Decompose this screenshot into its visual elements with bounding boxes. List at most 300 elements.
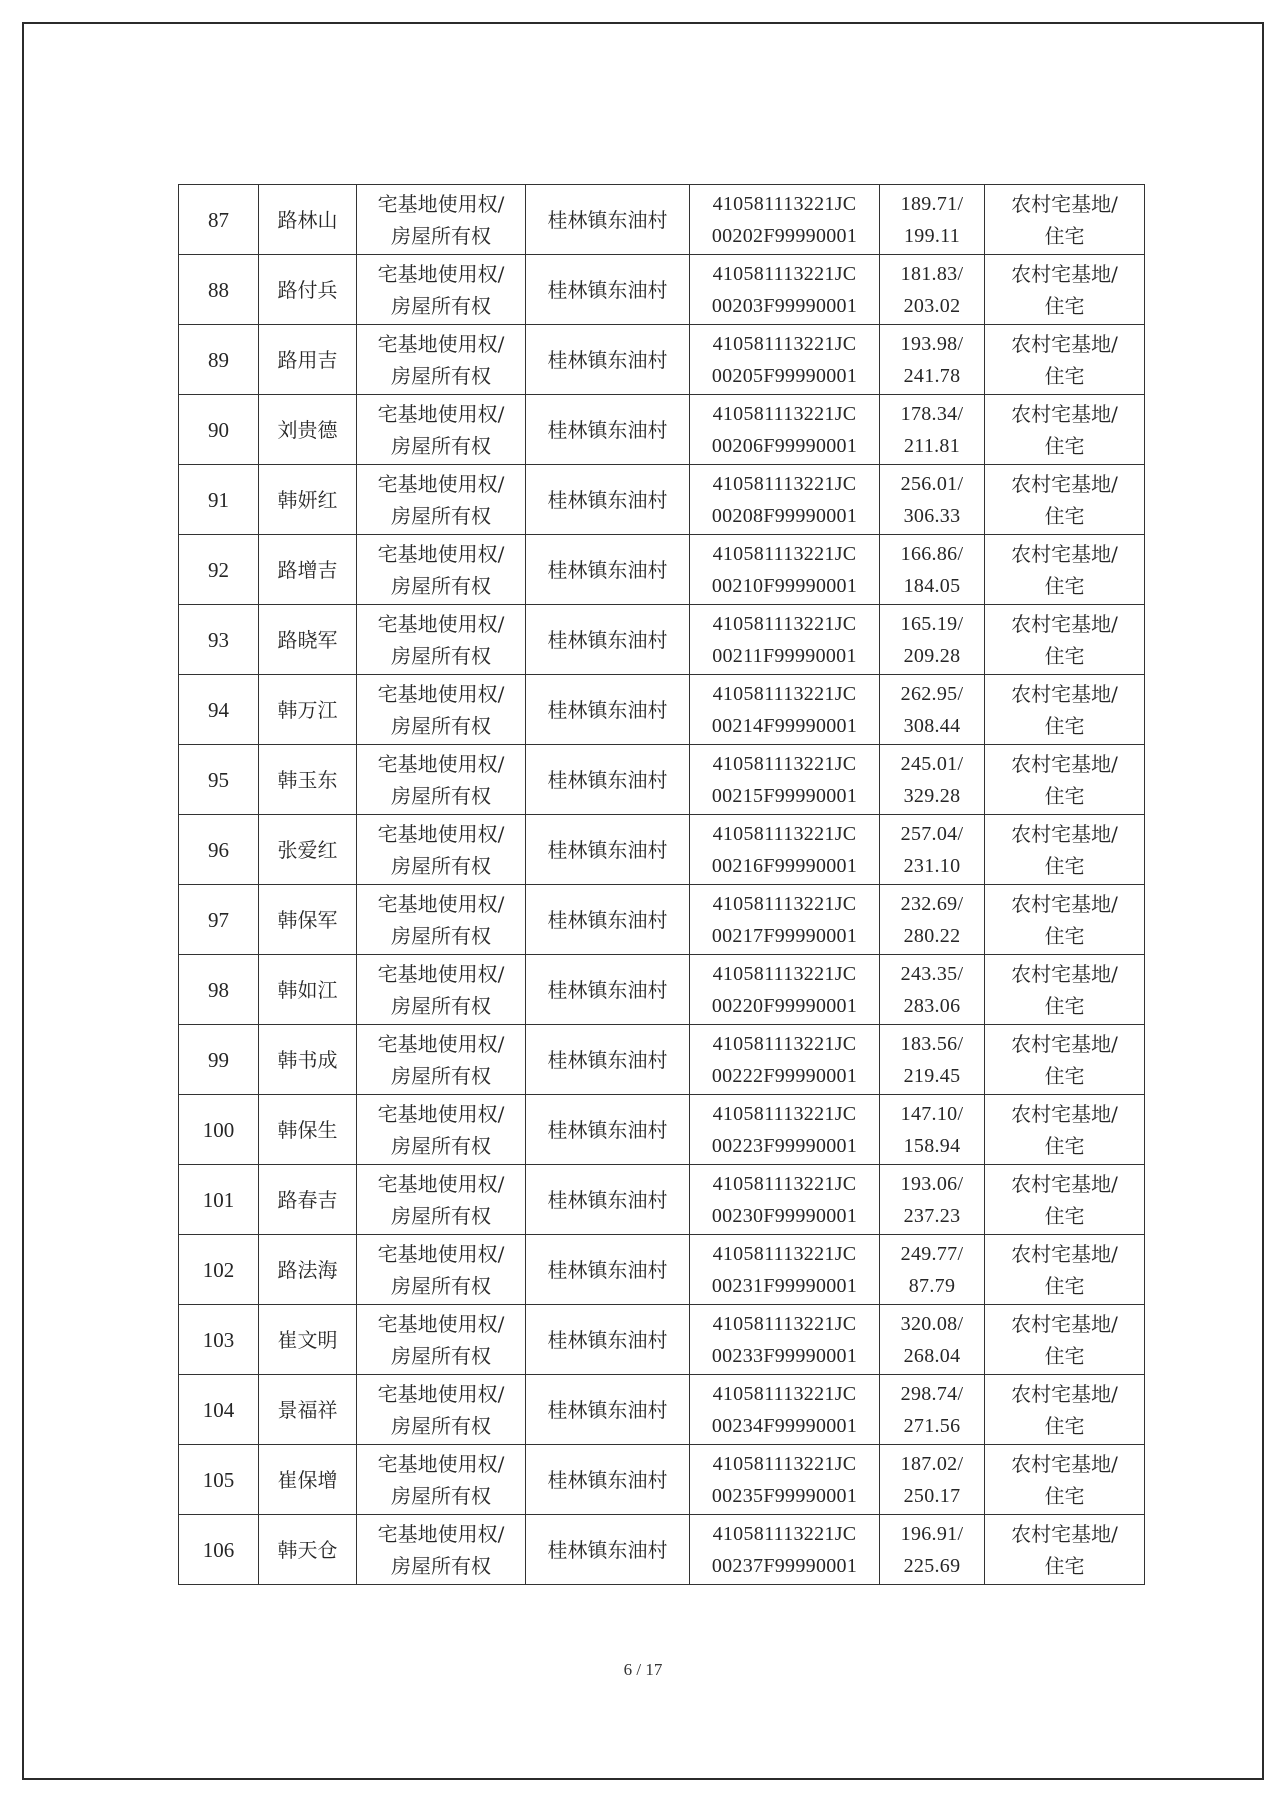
owner-name-cell: 崔保增 [259,1445,357,1515]
location-cell: 桂林镇东油村 [526,395,690,465]
area-cell-line: 237.23 [903,1204,961,1227]
table-row [179,1235,1145,1305]
row-number-cell: 87 [179,185,259,255]
usage-cell-line: 农村宅基地/ [1011,961,1118,986]
unit-code-cell [690,325,880,395]
unit-code-cell-line: 00203F99990001 [711,294,858,317]
usage-cell-line: 农村宅基地/ [1011,1451,1118,1476]
unit-code-cell-line: 410581113221JC [712,752,857,775]
location-cell: 桂林镇东油村 [526,605,690,675]
usage-cell-line: 住宅 [1044,293,1085,318]
unit-code-cell-line: 410581113221JC [712,1452,857,1475]
usage-cell [985,255,1145,325]
usage-cell [985,675,1145,745]
unit-code-cell-line: 00211F99990001 [712,644,857,667]
unit-code-cell-line: 00216F99990001 [711,854,858,877]
right-type-cell-line: 宅基地使用权/ [377,1311,505,1336]
unit-code-cell [690,1095,880,1165]
owner-name-cell: 路晓军 [259,605,357,675]
unit-code-cell-line: 410581113221JC [712,542,857,565]
area-cell [880,1375,985,1445]
unit-code-cell-line: 410581113221JC [712,682,857,705]
owner-name-cell: 路林山 [259,185,357,255]
usage-cell-line: 住宅 [1044,993,1085,1018]
table-row [179,745,1145,815]
right-type-cell-line: 房屋所有权 [391,1133,491,1158]
area-cell [880,395,985,465]
unit-code-cell-line: 410581113221JC [712,822,857,845]
usage-cell-line: 农村宅基地/ [1011,1241,1118,1266]
usage-cell-line: 农村宅基地/ [1011,1311,1118,1336]
owner-name-cell: 韩保军 [259,885,357,955]
area-cell-line: 187.02/ [900,1452,964,1475]
usage-cell-line: 农村宅基地/ [1011,611,1118,636]
right-type-cell [357,1025,526,1095]
usage-cell [985,1305,1145,1375]
unit-code-cell-line: 00230F99990001 [711,1204,858,1227]
right-type-cell-line: 房屋所有权 [391,923,491,948]
row-number-cell: 89 [179,325,259,395]
unit-code-cell [690,1305,880,1375]
unit-code-cell [690,255,880,325]
area-cell-line: 199.11 [903,224,961,247]
area-cell-line: 87.79 [908,1274,956,1297]
area-cell-line: 183.56/ [900,1032,964,1055]
right-type-cell-line: 房屋所有权 [391,1343,491,1368]
usage-cell-line: 住宅 [1044,853,1085,878]
right-type-cell-line: 宅基地使用权/ [377,1451,505,1476]
right-type-cell [357,395,526,465]
location-cell: 桂林镇东油村 [526,1515,690,1585]
usage-cell-line: 农村宅基地/ [1011,751,1118,776]
owner-name-cell: 韩保生 [259,1095,357,1165]
location-cell: 桂林镇东油村 [526,1235,690,1305]
unit-code-cell-line: 410581113221JC [712,192,857,215]
area-cell-line: 211.81 [903,434,961,457]
right-type-cell [357,955,526,1025]
location-cell: 桂林镇东油村 [526,1445,690,1515]
right-type-cell [357,815,526,885]
area-cell-line: 184.05 [903,574,961,597]
area-cell-line: 189.71/ [900,192,964,215]
right-type-cell-line: 房屋所有权 [391,1483,491,1508]
right-type-cell [357,675,526,745]
right-type-cell-line: 房屋所有权 [391,643,491,668]
usage-cell-line: 住宅 [1044,1063,1085,1088]
right-type-cell-line: 宅基地使用权/ [377,751,505,776]
row-number-cell: 101 [179,1165,259,1235]
area-cell-line: 193.06/ [900,1172,964,1195]
right-type-cell-line: 宅基地使用权/ [377,401,505,426]
right-type-cell-line: 宅基地使用权/ [377,261,505,286]
usage-cell-line: 农村宅基地/ [1011,1031,1118,1056]
unit-code-cell-line: 00223F99990001 [711,1134,858,1157]
table-row [179,1375,1145,1445]
unit-code-cell-line: 00237F99990001 [711,1554,858,1577]
row-number-cell: 90 [179,395,259,465]
unit-code-cell-line: 410581113221JC [712,1312,857,1335]
area-cell-line: 262.95/ [900,682,964,705]
usage-cell-line: 农村宅基地/ [1011,1521,1118,1546]
usage-cell-line: 住宅 [1044,573,1085,598]
location-cell: 桂林镇东油村 [526,1025,690,1095]
property-rights-table [178,184,1145,1585]
area-cell-line: 203.02 [903,294,961,317]
owner-name-cell: 路法海 [259,1235,357,1305]
area-cell [880,185,985,255]
right-type-cell [357,1375,526,1445]
location-cell: 桂林镇东油村 [526,1095,690,1165]
area-cell-line: 249.77/ [900,1242,964,1265]
location-cell: 桂林镇东油村 [526,255,690,325]
right-type-cell-line: 房屋所有权 [391,1413,491,1438]
table-row [179,885,1145,955]
table-row [179,325,1145,395]
owner-name-cell: 韩妍红 [259,465,357,535]
row-number-cell: 94 [179,675,259,745]
row-number-cell: 88 [179,255,259,325]
usage-cell [985,815,1145,885]
unit-code-cell-line: 00210F99990001 [711,574,858,597]
right-type-cell-line: 宅基地使用权/ [377,1171,505,1196]
right-type-cell [357,605,526,675]
right-type-cell [357,1445,526,1515]
table-row [179,815,1145,885]
unit-code-cell [690,1375,880,1445]
table-row [179,1445,1145,1515]
unit-code-cell [690,465,880,535]
unit-code-cell-line: 00215F99990001 [711,784,858,807]
row-number-cell: 99 [179,1025,259,1095]
area-cell [880,1445,985,1515]
right-type-cell-line: 房屋所有权 [391,853,491,878]
row-number-cell: 105 [179,1445,259,1515]
location-cell: 桂林镇东油村 [526,745,690,815]
area-cell [880,675,985,745]
unit-code-cell [690,605,880,675]
right-type-cell [357,1305,526,1375]
usage-cell-line: 住宅 [1044,923,1085,948]
usage-cell-line: 住宅 [1044,363,1085,388]
owner-name-cell: 韩玉东 [259,745,357,815]
area-cell-line: 257.04/ [900,822,964,845]
unit-code-cell-line: 410581113221JC [712,472,857,495]
area-cell-line: 158.94 [903,1134,961,1157]
area-cell [880,325,985,395]
right-type-cell [357,1095,526,1165]
right-type-cell [357,255,526,325]
usage-cell [985,1095,1145,1165]
area-cell-line: 193.98/ [900,332,964,355]
right-type-cell-line: 房屋所有权 [391,783,491,808]
usage-cell [985,535,1145,605]
table-row [179,1095,1145,1165]
right-type-cell-line: 房屋所有权 [391,713,491,738]
right-type-cell-line: 房屋所有权 [391,433,491,458]
area-cell-line: 320.08/ [900,1312,964,1335]
unit-code-cell-line: 00208F99990001 [711,504,858,527]
unit-code-cell [690,535,880,605]
area-cell-line: 178.34/ [900,402,964,425]
unit-code-cell-line: 410581113221JC [712,1382,857,1405]
area-cell [880,605,985,675]
location-cell: 桂林镇东油村 [526,465,690,535]
usage-cell-line: 农村宅基地/ [1011,1101,1118,1126]
unit-code-cell [690,745,880,815]
right-type-cell-line: 房屋所有权 [391,503,491,528]
right-type-cell-line: 宅基地使用权/ [377,1031,505,1056]
area-cell-line: 245.01/ [900,752,964,775]
right-type-cell-line: 房屋所有权 [391,993,491,1018]
right-type-cell [357,745,526,815]
right-type-cell [357,535,526,605]
right-type-cell-line: 宅基地使用权/ [377,191,505,216]
row-number-cell: 104 [179,1375,259,1445]
usage-cell-line: 住宅 [1044,1343,1085,1368]
area-cell-line: 225.69 [903,1554,961,1577]
usage-cell-line: 住宅 [1044,1203,1085,1228]
right-type-cell-line: 宅基地使用权/ [377,611,505,636]
area-cell [880,1235,985,1305]
usage-cell-line: 住宅 [1044,433,1085,458]
usage-cell-line: 农村宅基地/ [1011,1381,1118,1406]
usage-cell-line: 农村宅基地/ [1011,681,1118,706]
usage-cell [985,1025,1145,1095]
usage-cell-line: 住宅 [1044,1273,1085,1298]
owner-name-cell: 路付兵 [259,255,357,325]
right-type-cell-line: 房屋所有权 [391,363,491,388]
usage-cell-line: 住宅 [1044,1133,1085,1158]
owner-name-cell: 路春吉 [259,1165,357,1235]
area-cell-line: 306.33 [903,504,961,527]
usage-cell [985,955,1145,1025]
right-type-cell-line: 房屋所有权 [391,1203,491,1228]
right-type-cell [357,1165,526,1235]
owner-name-cell: 韩如江 [259,955,357,1025]
unit-code-cell-line: 00235F99990001 [711,1484,858,1507]
page-number: 6 / 17 [623,1660,663,1679]
property-rights-table-container [178,184,1144,1585]
usage-cell-line: 农村宅基地/ [1011,261,1118,286]
usage-cell-line: 农村宅基地/ [1011,401,1118,426]
row-number-cell: 106 [179,1515,259,1585]
right-type-cell [357,1515,526,1585]
area-cell [880,815,985,885]
usage-cell [985,185,1145,255]
usage-cell-line: 农村宅基地/ [1011,331,1118,356]
table-body [179,185,1145,1585]
area-cell-line: 181.83/ [900,262,964,285]
right-type-cell [357,885,526,955]
owner-name-cell: 景福祥 [259,1375,357,1445]
usage-cell [985,605,1145,675]
row-number-cell: 97 [179,885,259,955]
unit-code-cell-line: 00222F99990001 [711,1064,858,1087]
usage-cell-line: 住宅 [1044,783,1085,808]
right-type-cell-line: 宅基地使用权/ [377,1241,505,1266]
right-type-cell-line: 宅基地使用权/ [377,891,505,916]
table-row [179,465,1145,535]
area-cell-line: 268.04 [903,1344,961,1367]
location-cell: 桂林镇东油村 [526,885,690,955]
usage-cell-line: 农村宅基地/ [1011,1171,1118,1196]
area-cell-line: 147.10/ [900,1102,964,1125]
area-cell [880,465,985,535]
usage-cell-line: 住宅 [1044,713,1085,738]
location-cell: 桂林镇东油村 [526,185,690,255]
unit-code-cell-line: 410581113221JC [712,1522,857,1545]
right-type-cell [357,1235,526,1305]
right-type-cell [357,185,526,255]
right-type-cell-line: 房屋所有权 [391,223,491,248]
right-type-cell-line: 房屋所有权 [391,573,491,598]
unit-code-cell-line: 00206F99990001 [711,434,858,457]
area-cell-line: 166.86/ [900,542,964,565]
row-number-cell: 100 [179,1095,259,1165]
usage-cell [985,885,1145,955]
area-cell-line: 283.06 [903,994,961,1017]
unit-code-cell [690,955,880,1025]
unit-code-cell [690,675,880,745]
row-number-cell: 91 [179,465,259,535]
area-cell [880,535,985,605]
unit-code-cell [690,885,880,955]
unit-code-cell-line: 410581113221JC [712,262,857,285]
row-number-cell: 92 [179,535,259,605]
usage-cell-line: 住宅 [1044,503,1085,528]
unit-code-cell [690,1165,880,1235]
unit-code-cell [690,1025,880,1095]
right-type-cell-line: 宅基地使用权/ [377,1101,505,1126]
area-cell-line: 165.19/ [900,612,964,635]
right-type-cell-line: 宅基地使用权/ [377,821,505,846]
area-cell-line: 271.56 [903,1414,961,1437]
row-number-cell: 93 [179,605,259,675]
usage-cell-line: 住宅 [1044,643,1085,668]
unit-code-cell [690,395,880,465]
unit-code-cell-line: 410581113221JC [712,892,857,915]
right-type-cell-line: 宅基地使用权/ [377,1381,505,1406]
area-cell-line: 308.44 [903,714,961,737]
table-row [179,395,1145,465]
unit-code-cell [690,185,880,255]
right-type-cell-line: 宅基地使用权/ [377,471,505,496]
area-cell [880,1515,985,1585]
area-cell-line: 243.35/ [900,962,964,985]
area-cell-line: 256.01/ [900,472,964,495]
right-type-cell-line: 宅基地使用权/ [377,681,505,706]
owner-name-cell: 韩万江 [259,675,357,745]
right-type-cell [357,465,526,535]
location-cell: 桂林镇东油村 [526,1165,690,1235]
usage-cell [985,745,1145,815]
area-cell-line: 241.78 [903,364,961,387]
usage-cell-line: 住宅 [1044,223,1085,248]
right-type-cell-line: 宅基地使用权/ [377,961,505,986]
right-type-cell [357,325,526,395]
location-cell: 桂林镇东油村 [526,955,690,1025]
unit-code-cell [690,1445,880,1515]
table-row [179,185,1145,255]
usage-cell [985,395,1145,465]
area-cell [880,745,985,815]
usage-cell [985,1235,1145,1305]
table-row [179,1165,1145,1235]
unit-code-cell-line: 410581113221JC [712,332,857,355]
owner-name-cell: 路用吉 [259,325,357,395]
right-type-cell-line: 宅基地使用权/ [377,541,505,566]
area-cell-line: 209.28 [903,644,961,667]
area-cell [880,1305,985,1375]
area-cell-line: 231.10 [903,854,961,877]
usage-cell-line: 农村宅基地/ [1011,891,1118,916]
area-cell [880,255,985,325]
usage-cell [985,1515,1145,1585]
unit-code-cell-line: 410581113221JC [712,402,857,425]
table-row [179,1305,1145,1375]
area-cell-line: 250.17 [903,1484,961,1507]
right-type-cell-line: 房屋所有权 [391,293,491,318]
area-cell-line: 196.91/ [900,1522,964,1545]
usage-cell-line: 农村宅基地/ [1011,541,1118,566]
table-row [179,255,1145,325]
row-number-cell: 95 [179,745,259,815]
row-number-cell: 102 [179,1235,259,1305]
right-type-cell-line: 房屋所有权 [391,1553,491,1578]
unit-code-cell-line: 00220F99990001 [711,994,858,1017]
location-cell: 桂林镇东油村 [526,1375,690,1445]
table-row [179,535,1145,605]
unit-code-cell-line: 00205F99990001 [711,364,858,387]
unit-code-cell-line: 00214F99990001 [711,714,858,737]
usage-cell-line: 农村宅基地/ [1011,821,1118,846]
right-type-cell-line: 房屋所有权 [391,1063,491,1088]
table-row [179,1515,1145,1585]
usage-cell-line: 住宅 [1044,1413,1085,1438]
unit-code-cell-line: 00234F99990001 [711,1414,858,1437]
table-row [179,955,1145,1025]
usage-cell [985,1375,1145,1445]
area-cell-line: 298.74/ [900,1382,964,1405]
usage-cell [985,325,1145,395]
owner-name-cell: 韩天仓 [259,1515,357,1585]
table-row [179,1025,1145,1095]
unit-code-cell-line: 00217F99990001 [711,924,858,947]
area-cell-line: 329.28 [903,784,961,807]
table-row [179,675,1145,745]
area-cell-line: 219.45 [903,1064,961,1087]
owner-name-cell: 刘贵德 [259,395,357,465]
unit-code-cell-line: 410581113221JC [712,612,857,635]
unit-code-cell [690,1235,880,1305]
usage-cell-line: 住宅 [1044,1483,1085,1508]
location-cell: 桂林镇东油村 [526,535,690,605]
usage-cell [985,465,1145,535]
usage-cell-line: 住宅 [1044,1553,1085,1578]
area-cell-line: 280.22 [903,924,961,947]
unit-code-cell-line: 410581113221JC [712,1172,857,1195]
row-number-cell: 103 [179,1305,259,1375]
location-cell: 桂林镇东油村 [526,325,690,395]
owner-name-cell: 张爱红 [259,815,357,885]
owner-name-cell: 韩书成 [259,1025,357,1095]
area-cell [880,955,985,1025]
area-cell [880,885,985,955]
unit-code-cell [690,815,880,885]
area-cell [880,1025,985,1095]
owner-name-cell: 崔文明 [259,1305,357,1375]
row-number-cell: 96 [179,815,259,885]
